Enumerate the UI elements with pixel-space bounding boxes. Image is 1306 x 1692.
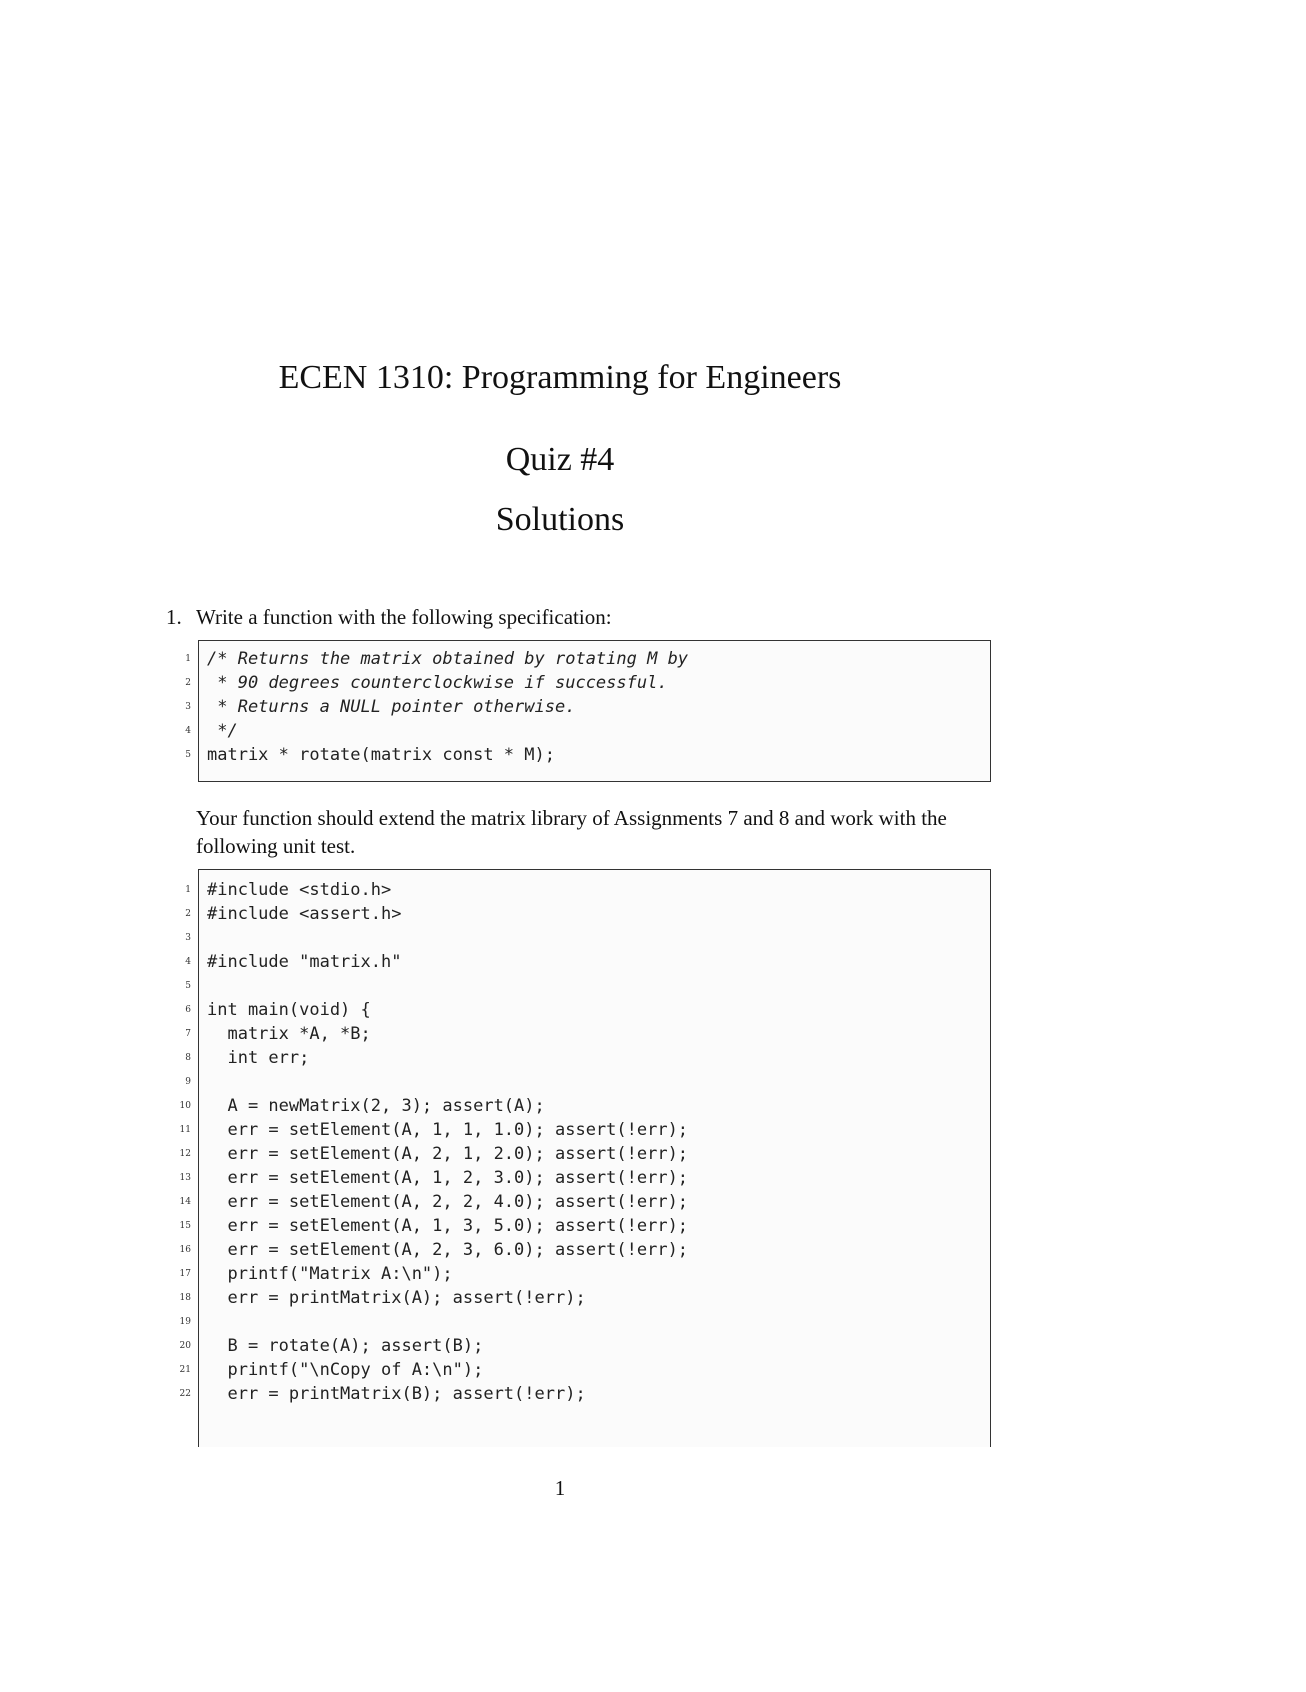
code-text: matrix *A, *B; <box>207 1024 371 1044</box>
quiz-title: Quiz #4 <box>505 441 615 478</box>
code-line <box>179 1310 990 1334</box>
page-number: 1 <box>554 1476 566 1500</box>
code-line <box>179 1118 990 1142</box>
code-text: printf("Matrix A:\n"); <box>207 1264 453 1284</box>
line-number: 5 <box>185 981 191 991</box>
code-text: err = setElement(A, 2, 3, 6.0); assert(!err); <box>207 1240 689 1260</box>
code-line <box>179 1334 990 1358</box>
line-number: 15 <box>179 1221 191 1231</box>
line-number: 7 <box>185 1029 191 1039</box>
code-line <box>185 998 990 1022</box>
line-number: 5 <box>185 750 191 760</box>
code-text: #include <stdio.h> <box>207 880 392 900</box>
code-line <box>179 1190 990 1214</box>
line-number: 1 <box>185 885 191 895</box>
code-line <box>185 974 990 998</box>
code-line <box>185 926 990 950</box>
code-text: err = setElement(A, 2, 2, 4.0); assert(!err); <box>207 1192 689 1212</box>
line-number: 12 <box>179 1149 191 1159</box>
code-text: err = printMatrix(B); assert(!err); <box>207 1384 586 1404</box>
code-text: err = setElement(A, 1, 2, 3.0); assert(!err); <box>207 1168 689 1188</box>
line-number: 9 <box>185 1077 191 1087</box>
code-line <box>185 695 990 719</box>
line-number: 1 <box>185 654 191 664</box>
code-line <box>185 719 990 743</box>
line-number: 6 <box>185 1005 191 1015</box>
code-line <box>179 1214 990 1238</box>
code-text: #include "matrix.h" <box>207 952 402 972</box>
code-line <box>185 1046 990 1070</box>
line-number: 18 <box>179 1293 191 1303</box>
line-number: 8 <box>185 1053 191 1063</box>
solutions-subtitle: Solutions <box>495 501 625 538</box>
line-number: 11 <box>179 1125 191 1135</box>
line-number: 4 <box>185 726 191 736</box>
instruction-paragraph: Your function should extend the matrix library of Assignments 7 and 8 and work with the following unit test. <box>196 806 947 858</box>
code-line <box>185 1022 990 1046</box>
code-text: #include <assert.h> <box>207 904 402 924</box>
code-text: err = printMatrix(A); assert(!err); <box>207 1288 586 1308</box>
line-number: 22 <box>179 1389 191 1399</box>
line-number: 19 <box>179 1317 191 1327</box>
line-number: 2 <box>185 909 191 919</box>
code-line <box>179 1238 990 1262</box>
course-title: ECEN 1310: Programming for Engineers <box>278 359 842 396</box>
spec-code-listing <box>185 640 991 782</box>
code-text: err = setElement(A, 1, 1, 1.0); assert(!err); <box>207 1120 689 1140</box>
code-text: int main(void) { <box>207 1000 371 1020</box>
code-line <box>185 671 990 695</box>
code-text: err = setElement(A, 2, 1, 2.0); assert(!err); <box>207 1144 689 1164</box>
code-text: A = newMatrix(2, 3); assert(A); <box>207 1096 545 1116</box>
code-line <box>185 878 990 902</box>
question-text: Write a function with the following specification: <box>196 605 612 629</box>
code-line <box>179 1382 990 1406</box>
code-line <box>179 1286 990 1310</box>
code-line <box>179 1358 990 1382</box>
line-number: 2 <box>185 678 191 688</box>
line-number: 10 <box>179 1101 191 1111</box>
code-text: */ <box>207 721 238 741</box>
code-line <box>185 1070 990 1094</box>
line-number: 17 <box>179 1269 191 1279</box>
code-text: int err; <box>207 1048 310 1068</box>
line-number: 4 <box>185 957 191 967</box>
code-line <box>185 647 990 671</box>
code-line <box>185 950 990 974</box>
code-text: * Returns a NULL pointer otherwise. <box>207 697 576 717</box>
code-text: err = setElement(A, 1, 3, 5.0); assert(!err); <box>207 1216 689 1236</box>
code-text: matrix * rotate(matrix const * M); <box>207 745 555 765</box>
code-text: B = rotate(A); assert(B); <box>207 1336 484 1356</box>
code-line <box>185 902 990 926</box>
line-number: 21 <box>179 1365 191 1375</box>
line-number: 20 <box>179 1341 191 1351</box>
code-line <box>185 743 990 767</box>
code-text: * 90 degrees counterclockwise if successful. <box>207 673 668 693</box>
line-number: 3 <box>185 933 191 943</box>
code-line <box>179 1142 990 1166</box>
line-number: 14 <box>179 1197 191 1207</box>
line-number: 16 <box>179 1245 191 1255</box>
question-number: 1. <box>166 605 182 629</box>
code-text: /* Returns the matrix obtained by rotating M by <box>207 649 689 669</box>
line-number: 13 <box>179 1173 191 1183</box>
code-line <box>179 1166 990 1190</box>
code-text: printf("\nCopy of A:\n"); <box>207 1360 484 1380</box>
unit-test-code-listing <box>179 869 991 1447</box>
code-line <box>179 1094 990 1118</box>
code-line <box>179 1262 990 1286</box>
line-number: 3 <box>185 702 191 712</box>
